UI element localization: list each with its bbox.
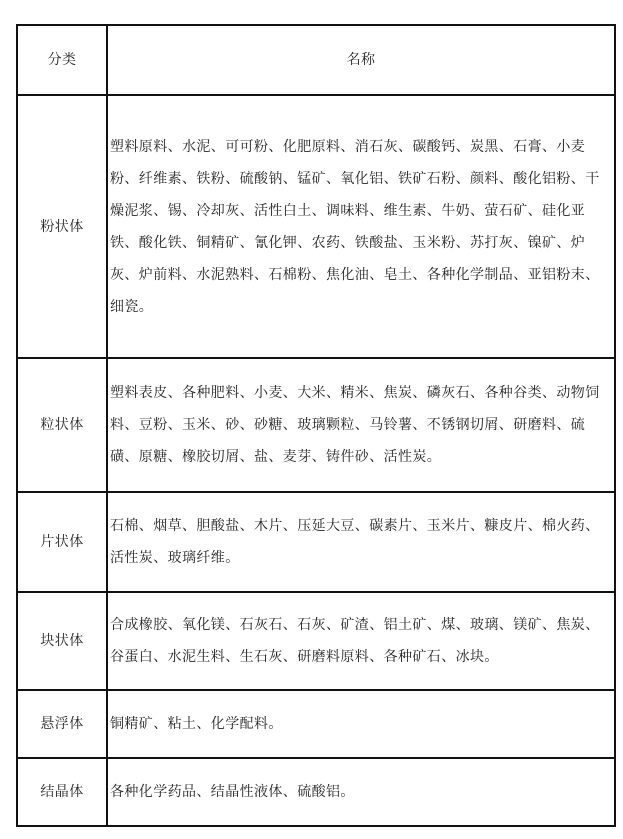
- table-row: [17, 492, 615, 592]
- row-category: 块状体: [17, 592, 107, 690]
- table-header-row: [17, 25, 615, 95]
- row-category: 悬浮体: [17, 690, 107, 758]
- row-names: [107, 592, 615, 690]
- row-names-text: 各种化学药品、结晶性液体、硫酸铝。: [110, 784, 355, 800]
- row-category: 粒状体: [17, 358, 107, 492]
- row-category: 结晶体: [17, 758, 107, 826]
- header-name: 名称: [107, 25, 615, 95]
- row-names-text: 铜精矿、粘土、化学配料。: [110, 716, 283, 732]
- header-category: 分类: [17, 25, 107, 95]
- row-names: [107, 758, 615, 826]
- row-names: [107, 95, 615, 358]
- row-names-text: 塑料原料、水泥、可可粉、化肥原料、消石灰、碳酸钙、炭黑、石膏、小麦粉、纤维素、铁粉、硫酸钠、锰矿、氧化铝、铁矿石粉、颜料、酸化铝粉、干燥泥浆、锡、冷却灰、活性白土、调味料、维生素、牛奶、萤石矿、硅化亚铁、酸化铁、铜精矿、氰化钾、农药、铁酸盐、玉米粉、苏打灰、镍矿、炉灰、炉前料、水泥熟料、石棉粉、焦化油、皂土、各种化学制品、亚铝粉末、细瓷。: [110, 138, 600, 315]
- row-names-text: 石棉、烟草、胆酸盐、木片、压延大豆、碳素片、玉米片、糠皮片、棉火药、活性炭、玻璃纤维。: [110, 518, 600, 566]
- row-names: [107, 690, 615, 758]
- row-names-text: 塑料表皮、各种肥料、小麦、大米、精米、焦炭、磷灰石、各种谷类、动物饲料、豆粉、玉米、砂、砂糖、玻璃颗粒、马铃薯、不锈钢切屑、研磨料、硫磺、原糖、橡胶切屑、盐、麦芽、铸件砂、活性炭。: [110, 385, 600, 465]
- materials-table: [16, 24, 616, 827]
- table-row: [17, 358, 615, 492]
- table-row: [17, 690, 615, 758]
- row-names-text: 合成橡胶、氧化镁、石灰石、石灰、矿渣、铝土矿、煤、玻璃、镁矿、焦炭、谷蛋白、水泥生料、生石灰、研磨料原料、各种矿石、冰块。: [110, 617, 600, 665]
- table-row: [17, 592, 615, 690]
- table-row: [17, 758, 615, 826]
- row-category: 片状体: [17, 492, 107, 592]
- row-names: [107, 492, 615, 592]
- row-names: [107, 358, 615, 492]
- table-row: [17, 95, 615, 358]
- row-category: 粉状体: [17, 95, 107, 358]
